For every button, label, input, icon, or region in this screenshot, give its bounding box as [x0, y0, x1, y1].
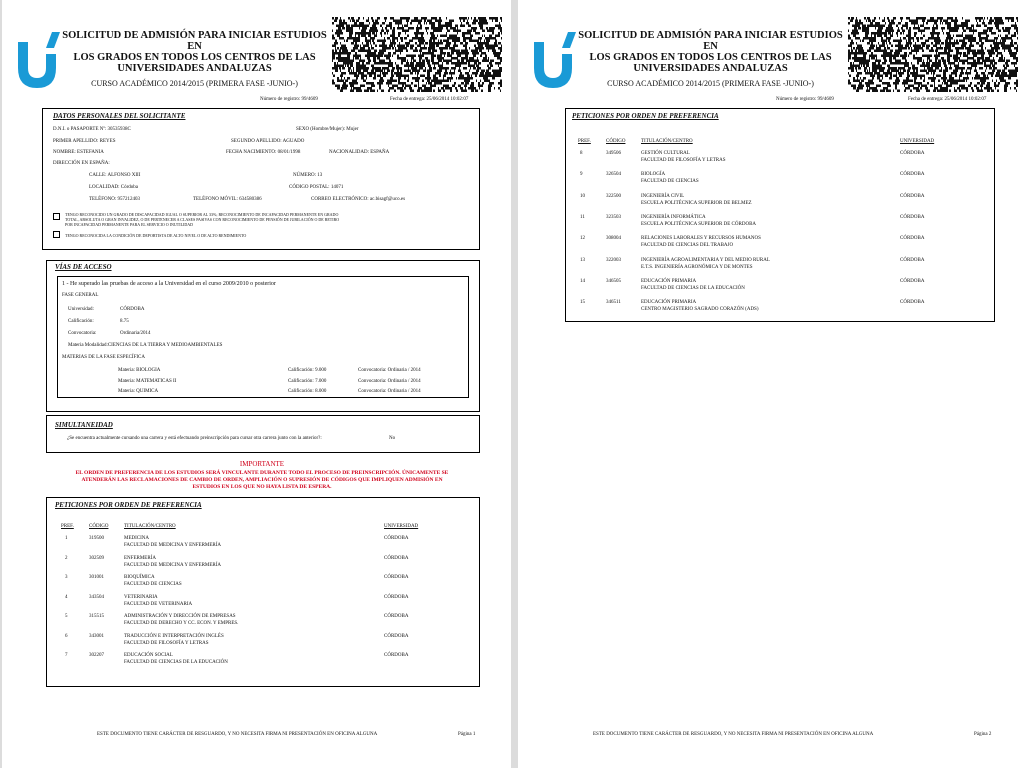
page-1: [2, 0, 511, 768]
code-cell: 302207: [89, 653, 104, 658]
university-cell: CÓRDOBA: [900, 278, 925, 284]
requests-section: [46, 497, 480, 687]
degree-cell: BIOLOGÍA: [641, 172, 666, 178]
postal-code-field: CÓDIGO POSTAL: 14071: [289, 185, 344, 190]
section-title: PETICIONES POR ORDEN DE PREFERENCIA: [572, 112, 719, 120]
page-number: Página 1: [458, 732, 476, 737]
university-cell: CÓRDOBA: [384, 653, 409, 658]
registration-number: Número de registro: 99/4609: [776, 97, 834, 102]
center-cell: ESCUELA POLITÉCNICA SUPERIOR DE BELMEZ: [641, 200, 752, 206]
degree-cell: ENFERMERÍA: [124, 555, 156, 561]
second-surname-field: SEGUNDO APELLIDO: AGUADO: [231, 139, 305, 144]
university-cell: CÓRDOBA: [900, 193, 925, 199]
table-row: [47, 575, 479, 593]
degree-cell: INGENIERÍA CIVIL: [641, 193, 685, 199]
degree-cell: VETERINARIA: [124, 594, 158, 600]
degree-cell: EDUCACIÓN SOCIAL: [124, 653, 173, 658]
barcode-icon: [848, 17, 1018, 92]
pref-cell: 15: [580, 300, 585, 306]
center-cell: FACULTAD DE FILOSOFÍA Y LETRAS: [124, 640, 209, 646]
center-cell: E.T.S. INGENIERÍA AGRONÓMICA Y DE MONTES: [641, 264, 753, 270]
code-cell: 343504: [89, 594, 104, 600]
pref-cell: 13: [580, 257, 585, 263]
center-cell: FACULTAD DE DERECHO Y CC. ECON. Y EMPRES.: [124, 621, 239, 626]
athlete-checkbox[interactable]: [53, 231, 60, 238]
dni-field: D.N.I. o PASAPORTE Nº: 30535938C: [53, 127, 131, 132]
street-field: CALLE: ALFONSO XIII: [89, 173, 141, 178]
col-pref: PREF.: [578, 139, 591, 144]
col-code: CÓDIGO: [606, 139, 626, 144]
university-label: Universidad:: [68, 307, 94, 312]
table-row: [566, 172, 994, 190]
degree-cell: ADMINISTRACIÓN Y DIRECCIÓN DE EMPRESAS: [124, 614, 236, 619]
code-cell: 346505: [606, 278, 621, 284]
center-cell: FACULTAD DE FILOSOFÍA Y LETRAS: [641, 158, 726, 163]
name-field: NOMBRE: ESTEFANIA: [53, 150, 104, 155]
subject-grade: Calificación: 9.000: [288, 368, 327, 373]
university-logo-icon: [12, 28, 62, 88]
university-cell: CÓRDOBA: [900, 151, 925, 156]
code-cell: 308004: [606, 236, 621, 242]
degree-cell: RELACIONES LABORALES Y RECURSOS HUMANOS: [641, 236, 761, 242]
pref-cell: 3: [65, 575, 68, 580]
requests-section: [565, 108, 995, 322]
pref-cell: 8: [580, 151, 583, 156]
grade-label: Calificación:: [68, 319, 94, 324]
access-section: [46, 260, 480, 412]
academic-course: CURSO ACADÉMICO 2014/2015 (PRIMERA FASE -JUNIO-): [91, 79, 298, 88]
pref-cell: 6: [65, 633, 68, 639]
subject-call: Convocatoria: Ordinaria / 2014: [358, 379, 421, 384]
general-phase-label: FASE GENERAL: [62, 293, 99, 298]
degree-cell: INGENIERÍA INFORMÁTICA: [641, 214, 706, 220]
pref-cell: 5: [65, 614, 68, 619]
center-cell: FACULTAD DE VETERINARIA: [124, 601, 193, 607]
pref-cell: 11: [580, 214, 585, 220]
registration-number: Número de registro: 99/4609: [260, 97, 318, 102]
important-notice: EL ORDEN DE PREFERENCIA DE LOS ESTUDIOS SERÁ VINCULANTE DURANTE TODO EL PROCESO DE PREINSCRIPCIÓN. ÚNICAMENTE SE ATENDERÁN LAS RECLAMACIONES DE CAMBIO DE ORDEN, AMPLIACIÓN O SUPRESIÓN DE CÓDIGOS QUE IMPLIQUEN ADMISIÓN EN ESTUDIOS EN LOS QUE NO HAYA LISTA DE ESPERA.: [75, 470, 449, 490]
grade-value: 8.75: [120, 319, 129, 324]
code-cell: 322003: [606, 257, 621, 263]
call-value: Ordinaria/2014: [120, 331, 151, 336]
disability-text: TENGO RECONOCIDO UN GRADO DE DISCAPACIDAD IGUAL O SUPERIOR AL 33%; RECONOCIMIENTO DE INCAPACIDAD PERMANENTE EN GRADO TOTAL, ABSOLUTA O GRAN INVALIDEZ, O DE PERTENECER A CLASES PASIVAS CON RECONOCIMIENTO DE PENSIÓN DE JUBILACIÓN O DE RETIRO POR INCAPACIDAD PERMANENTE PARA EL SERVICIO O INUTILIDAD: [65, 212, 340, 227]
subject-grade: Calificación: 7.000: [288, 379, 327, 384]
delivery-date: Fecha de entrega: 25/06/2014 10:02:07: [390, 97, 469, 102]
subject-call: Convocatoria: Ordinaria / 2014: [358, 368, 421, 373]
form-title: SOLICITUD DE ADMISIÓN PARA INICIAR ESTUDIOS EN LOS GRADOS EN TODOS LOS CENTROS DE LAS UNIVERSIDADES ANDALUZAS: [578, 30, 843, 74]
col-university: UNIVERSIDAD: [900, 139, 935, 144]
pref-cell: 1: [65, 536, 68, 541]
pref-cell: 14: [580, 278, 585, 284]
degree-cell: GESTIÓN CULTURAL: [641, 151, 690, 156]
code-cell: 326504: [606, 172, 621, 178]
pref-cell: 2: [65, 555, 68, 561]
code-cell: 301001: [89, 575, 104, 580]
degree-cell: EDUCACIÓN PRIMARIA: [641, 300, 697, 306]
footer-note: ESTE DOCUMENTO TIENE CARÁCTER DE RESGUARDO, Y NO NECESITA FIRMA NI PRESENTACIÓN EN OFICINA ALGUNA: [97, 732, 378, 737]
simultaneity-question: ¿Se encuentra actualmente cursando una carrera y está efectuando preinscripción para cursar otra carrera junto con la anterior?:: [67, 436, 322, 441]
email-field: CORREO ELECTRÓNICO: ac.bisagf@uco.es: [311, 197, 406, 202]
degree-cell: MEDICINA: [124, 536, 149, 541]
code-cell: 315515: [89, 614, 104, 619]
athlete-text: TENGO RECONOCIDA LA CONDICIÓN DE DEPORTISTA DE ALTO NIVEL O DE ALTO RENDIMIENTO: [65, 233, 247, 238]
degree-cell: EDUCACIÓN PRIMARIA: [641, 278, 697, 284]
code-cell: 343001: [89, 633, 104, 639]
city-field: LOCALIDAD: Córdoba: [89, 185, 139, 190]
degree-cell: INGENIERÍA AGROALIMENTARIA Y DEL MEDIO RURAL: [641, 257, 770, 263]
pref-cell: 12: [580, 236, 585, 242]
table-row: [47, 536, 479, 554]
simultaneity-section: [46, 415, 480, 453]
first-surname-field: PRIMER APELLIDO: REYES: [53, 139, 116, 144]
university-cell: CÓRDOBA: [900, 236, 925, 242]
table-row: [47, 614, 479, 632]
important-title: IMPORTANTE: [239, 460, 285, 468]
section-title: PETICIONES POR ORDEN DE PREFERENCIA: [55, 501, 202, 509]
disability-checkbox[interactable]: [53, 213, 60, 220]
table-row: [566, 151, 994, 169]
center-cell: FACULTAD DE CIENCIAS DE LA EDUCACIÓN: [124, 660, 228, 665]
table-row: [47, 653, 479, 671]
university-cell: CÓRDOBA: [384, 536, 409, 541]
table-row: [566, 194, 994, 212]
code-cell: 322500: [606, 193, 621, 199]
nationality-field: NACIONALIDAD: ESPAÑA: [329, 150, 390, 155]
simultaneity-answer: No: [389, 436, 396, 441]
pref-cell: 9: [580, 172, 583, 178]
center-cell: FACULTAD DE CIENCIAS DEL TRABAJO: [641, 243, 734, 249]
subject-name: Materia: MATEMATICAS II: [118, 379, 177, 384]
code-cell: 349506: [606, 151, 621, 156]
subject-name: Materia: BIOLOGIA: [118, 368, 161, 373]
code-cell: 302509: [89, 555, 104, 561]
university-cell: CÓRDOBA: [384, 594, 409, 600]
code-cell: 319500: [89, 536, 104, 541]
university-cell: CÓRDOBA: [384, 555, 409, 561]
phone-field: TELÉFONO: 957212403: [89, 197, 140, 202]
center-cell: FACULTAD DE CIENCIAS: [641, 179, 699, 185]
center-cell: FACULTAD DE CIENCIAS DE LA EDUCACIÓN: [641, 285, 745, 291]
code-cell: 346511: [606, 300, 621, 306]
section-title: DATOS PERSONALES DEL SOLICITANTE: [53, 112, 186, 120]
page-2: [518, 0, 1024, 768]
col-pref: PREF.: [61, 524, 74, 529]
mobile-field: TELÉFONO MÓVIL: 634580386: [193, 197, 262, 202]
university-cell: CÓRDOBA: [900, 214, 925, 220]
table-row: [47, 556, 479, 574]
university-logo-icon: [528, 28, 578, 88]
section-title: SIMULTANEIDAD: [55, 421, 113, 429]
subject-grade: Calificación: 8.000: [288, 389, 327, 394]
center-cell: FACULTAD DE MEDICINA Y ENFERMERÍA: [124, 562, 222, 568]
address-label: DIRECCIÓN EN ESPAÑA:: [53, 161, 110, 166]
center-cell: FACULTAD DE MEDICINA Y ENFERMERÍA: [124, 543, 222, 548]
form-title: SOLICITUD DE ADMISIÓN PARA INICIAR ESTUDIOS EN LOS GRADOS EN TODOS LOS CENTROS DE LAS UNIVERSIDADES ANDALUZAS: [62, 30, 327, 74]
pref-cell: 4: [65, 594, 68, 600]
university-cell: CÓRDOBA: [384, 614, 409, 619]
table-row: [566, 236, 994, 254]
section-title: VÍAS DE ACCESO: [55, 263, 112, 271]
footer-note: ESTE DOCUMENTO TIENE CARÁCTER DE RESGUARDO, Y NO NECESITA FIRMA NI PRESENTACIÓN EN OFICINA ALGUNA: [593, 732, 874, 737]
col-university: UNIVERSIDAD: [384, 524, 419, 529]
personal-data-section: [42, 108, 480, 250]
degree-cell: BIOQUÍMICA: [124, 575, 155, 580]
university-cell: CÓRDOBA: [900, 172, 925, 178]
subject-name: Materia: QUIMICA: [118, 389, 159, 394]
access-detail-box: [57, 276, 469, 398]
table-row: [566, 258, 994, 276]
center-cell: CENTRO MAGISTERIO SAGRADO CORAZÓN (ADS): [641, 307, 759, 313]
specific-phase-title: MATERIAS DE LA FASE ESPECÍFICA: [62, 355, 145, 360]
table-row: [47, 595, 479, 613]
degree-cell: TRADUCCIÓN E INTERPRETACIÓN INGLÉS: [124, 633, 224, 639]
modality-subject: Materia Modalidad:CIENCIAS DE LA TIERRA Y MEDIOAMBIENTALES: [68, 343, 223, 348]
sex-field: SEXO (Hombre/Mujer): Mujer: [296, 127, 359, 132]
subject-call: Convocatoria: Ordinaria / 2014: [358, 389, 421, 394]
col-code: CÓDIGO: [89, 524, 109, 529]
university-cell: CÓRDOBA: [900, 300, 925, 306]
university-cell: CÓRDOBA: [900, 257, 925, 263]
pref-cell: 7: [65, 653, 68, 658]
barcode-icon: [332, 17, 502, 92]
col-degree: TITULACIÓN/CENTRO: [124, 524, 176, 529]
academic-course: CURSO ACADÉMICO 2014/2015 (PRIMERA FASE -JUNIO-): [607, 79, 814, 88]
call-label: Convocatoria:: [68, 331, 97, 336]
center-cell: ESCUELA POLITÉCNICA SUPERIOR DE CÓRDOBA: [641, 221, 757, 227]
pref-cell: 10: [580, 193, 585, 199]
page-number: Página 2: [974, 732, 992, 737]
table-row: [566, 279, 994, 297]
col-degree: TITULACIÓN/CENTRO: [641, 139, 693, 144]
table-row: [566, 215, 994, 233]
university-cell: CÓRDOBA: [384, 633, 409, 639]
number-field: NÚMERO: 13: [293, 173, 323, 178]
table-row: [566, 300, 994, 318]
university-cell: CÓRDOBA: [384, 575, 409, 580]
code-cell: 323503: [606, 214, 621, 220]
birth-date-field: FECHA NACIMIENTO: 08/01/1998: [226, 150, 301, 155]
center-cell: FACULTAD DE CIENCIAS: [124, 582, 182, 587]
delivery-date: Fecha de entrega: 25/06/2014 10:02:07: [908, 97, 987, 102]
university-value: CÓRDOBA: [120, 307, 145, 312]
access-heading: 1 - He superado las pruebas de acceso a la Universidad en el curso 2009/2010 o posterior: [62, 281, 276, 287]
table-row: [47, 634, 479, 652]
